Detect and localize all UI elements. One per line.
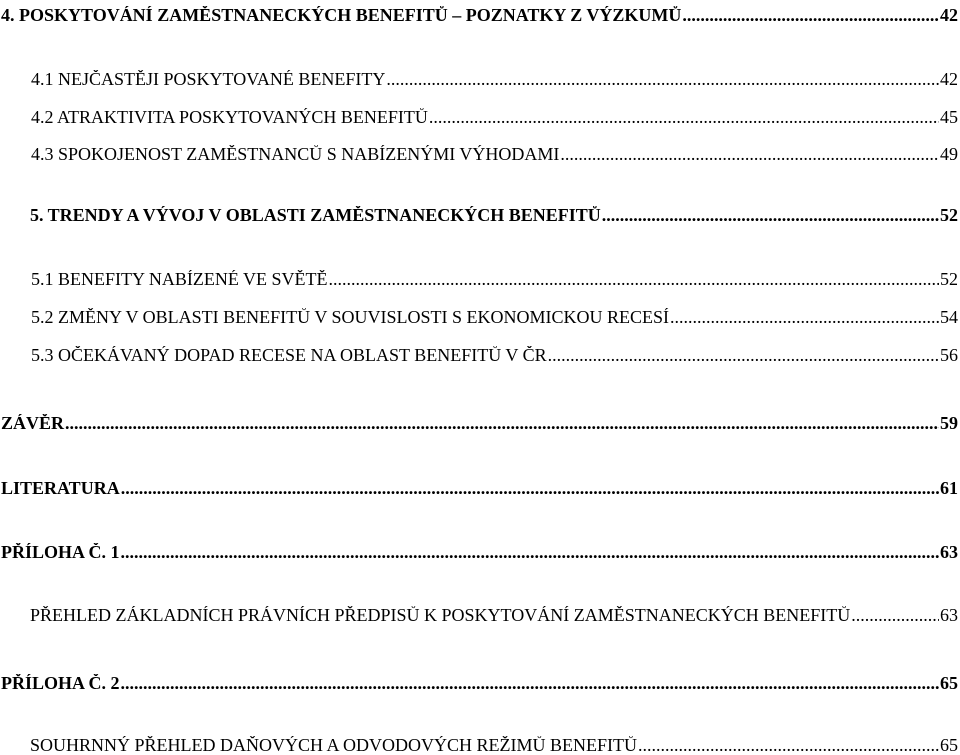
toc-entry-title: 4.1 NEJČASTĚJI POSKYTOVANÉ BENEFITY [31, 70, 386, 88]
toc-leader-dots [386, 70, 939, 88]
toc-entry-page: 63 [940, 606, 958, 624]
toc-entry-title: 4.3 SPOKOJENOST ZAMĚSTNANCŮ S NABÍZENÝMI VÝHODAMI [31, 145, 560, 163]
toc-entry-page: 56 [940, 346, 958, 364]
toc-leader-dots [121, 543, 939, 561]
toc-entry-title: ZÁVĚR [1, 414, 65, 432]
toc-leader-dots [560, 145, 939, 163]
toc-leader-dots [682, 6, 939, 24]
toc-entry-title: 5.2 ZMĚNY V OBLASTI BENEFITŮ V SOUVISLOSTI S EKONOMICKOU RECESÍ [31, 308, 670, 326]
toc-entry-page: 45 [940, 108, 958, 126]
toc-entry-title: 5.3 OČEKÁVANÝ DOPAD RECESE NA OBLAST BENEFITŮ V ČR [31, 346, 547, 364]
toc-entry-title: 5. TRENDY A VÝVOJ V OBLASTI ZAMĚSTNANECKÝCH BENEFITŮ [30, 206, 601, 224]
toc-entry-page: 42 [940, 70, 958, 88]
toc-entry[interactable] [30, 606, 960, 624]
toc-leader-dots [429, 108, 939, 126]
toc-entry-page: 52 [940, 270, 958, 288]
toc-leader-dots [548, 346, 939, 364]
toc-entry-page: 49 [940, 145, 958, 163]
toc-entry[interactable] [31, 70, 960, 88]
toc-entry-page: 59 [940, 414, 958, 432]
toc-entry[interactable] [1, 479, 960, 497]
toc-entry-page: 61 [940, 479, 958, 497]
toc-leader-dots [602, 206, 939, 224]
toc-entry-page: 42 [940, 6, 958, 24]
toc-leader-dots [121, 479, 939, 497]
toc-entry-page: 63 [940, 543, 958, 561]
toc-entry-title: 5.1 BENEFITY NABÍZENÉ VE SVĚTĚ [31, 270, 328, 288]
toc-entry-title: SOUHRNNÝ PŘEHLED DAŇOVÝCH A ODVODOVÝCH REŽIMŮ BENEFITŮ [30, 736, 638, 754]
toc-entry-title: LITERATURA [1, 479, 120, 497]
toc-entry[interactable] [1, 414, 960, 432]
toc-leader-dots [328, 270, 939, 288]
toc-leader-dots [638, 736, 939, 754]
toc-entry-page: 52 [940, 206, 958, 224]
toc-entry[interactable] [30, 206, 960, 224]
toc-entry[interactable] [31, 270, 960, 288]
toc-leader-dots [670, 308, 939, 326]
toc-entry-title: 4. POSKYTOVÁNÍ ZAMĚSTNANECKÝCH BENEFITŮ – POZNATKY Z VÝZKUMŮ [1, 6, 682, 24]
toc-entry[interactable] [30, 736, 960, 754]
toc-entry-title: 4.2 ATRAKTIVITA POSKYTOVANÝCH BENEFITŮ [31, 108, 428, 126]
toc-entry-title: PŘÍLOHA Č. 2 [1, 674, 120, 692]
toc-entry[interactable] [1, 674, 960, 692]
toc-entry[interactable] [1, 6, 960, 24]
toc-entry[interactable] [1, 543, 960, 561]
toc-entry[interactable] [31, 346, 960, 364]
toc-entry-page: 65 [940, 674, 958, 692]
toc-leader-dots [121, 674, 939, 692]
toc-entry[interactable] [31, 308, 960, 326]
toc-entry[interactable] [31, 145, 960, 163]
toc-entry[interactable] [31, 108, 960, 126]
toc-entry-page: 65 [940, 736, 958, 754]
toc-entry-title: PŘÍLOHA Č. 1 [1, 543, 120, 561]
toc-leader-dots [851, 606, 939, 624]
toc-entry-title: PŘEHLED ZÁKLADNÍCH PRÁVNÍCH PŘEDPISŮ K POSKYTOVÁNÍ ZAMĚSTNANECKÝCH BENEFITŮ [30, 606, 851, 624]
toc-leader-dots [65, 414, 939, 432]
toc-entry-page: 54 [940, 308, 958, 326]
